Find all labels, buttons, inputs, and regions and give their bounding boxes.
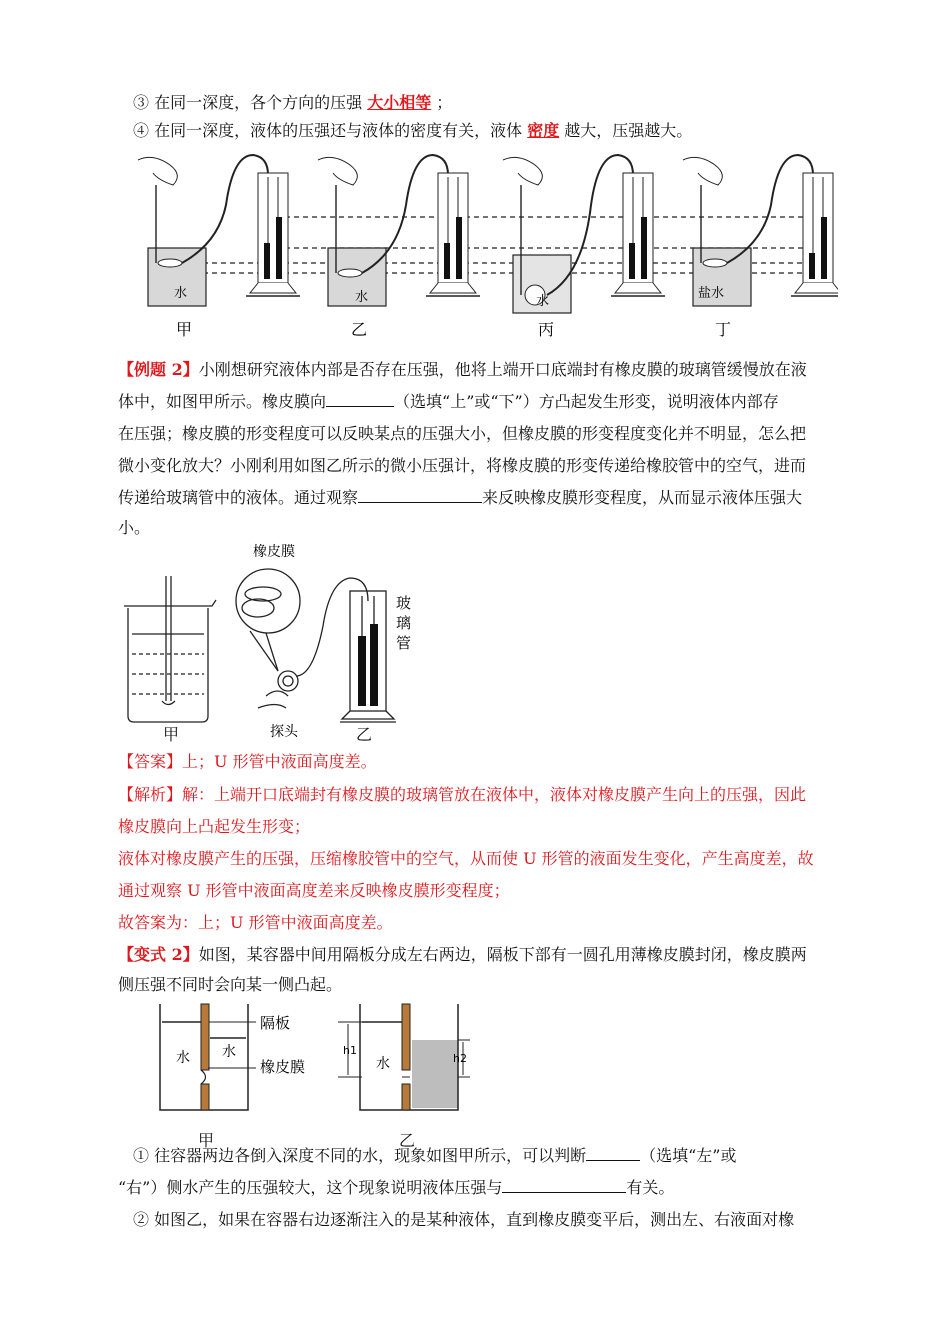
- variant2-line2: 侧压强不同时会向某一侧凸起。: [118, 975, 343, 994]
- liquid-jia: 水: [174, 286, 188, 301]
- gauge-setup-1: [138, 155, 300, 306]
- liquid-yi: 水: [355, 290, 369, 305]
- item-3: ③ 在同一深度，各个方向的压强 大小相等 ；: [133, 93, 453, 112]
- figure2-caption-jia: 甲: [163, 725, 180, 744]
- example2-line1: 【例题 2】小刚想研究液体内部是否存在压强，他将上端开口底端封有橡皮膜的玻璃管缓慢放在液: [118, 360, 807, 379]
- figure-pressure-gauges: [118, 145, 838, 345]
- figure3-caption-yi: 乙: [399, 1131, 416, 1150]
- partition-label: 隔板: [260, 1014, 291, 1032]
- glass-tube-label-2: 璃: [396, 614, 412, 632]
- variant2-line1: 【变式 2】如图，某容器中间用隔板分成左右两边，隔板下部有一圆孔用薄橡皮膜封闭，橡皮膜两: [118, 945, 807, 964]
- water-left-a: 水: [176, 1050, 190, 1066]
- figure-beaker-and-gauge: [118, 536, 418, 746]
- example2-line2: 体中，如图甲所示。橡皮膜向 （选填“上”或“下”）方凸起发生形变，说明液体内部存: [118, 392, 779, 411]
- h1-label: h1: [343, 1044, 357, 1057]
- label-yi: 乙: [351, 320, 368, 339]
- glass-tube-label-3: 管: [396, 634, 412, 652]
- answer-line: 【答案】上；U 形管中液面高度差。: [118, 752, 377, 771]
- analysis-line3: 液体对橡皮膜产生的压强，压缩橡胶管中的空气，从而使 U 形管的液面发生变化，产生高度差，故: [118, 849, 814, 868]
- figure3-caption-jia: 甲: [198, 1131, 215, 1150]
- water-right-a: 水: [222, 1044, 236, 1060]
- question1-line1: ① 往容器两边各倒入深度不同的水，现象如图甲所示，可以判断 （选填“左”或: [133, 1146, 737, 1165]
- analysis-line1: 【解析】解：上端开口底端封有橡皮膜的玻璃管放在液体中，液体对橡皮膜产生向上的压强，因此: [118, 785, 807, 804]
- variant2-tag: 【变式 2】: [118, 945, 199, 964]
- label-ding: 丁: [715, 320, 732, 339]
- gauge-setup-4: [683, 155, 838, 306]
- analysis-line5: 故答案为：上；U 形管中液面高度差。: [118, 913, 393, 932]
- membrane-label-b: 橡皮膜: [260, 1058, 306, 1076]
- item-4: ④ 在同一深度，液体的压强还与液体的密度有关，液体 密度 越大，压强越大。: [133, 121, 693, 140]
- blank-observe[interactable]: [358, 488, 482, 503]
- glass-tube-label-1: 玻: [396, 594, 412, 612]
- h2-label: h2: [453, 1052, 467, 1065]
- answer-item-3: 大小相等: [367, 93, 432, 112]
- analysis-line4: 通过观察 U 形管中液面高度差来反映橡皮膜形变程度；: [118, 881, 510, 900]
- blank-factor[interactable]: [502, 1178, 626, 1193]
- figure2-caption-yi: 乙: [356, 725, 373, 744]
- probe-label: 探头: [270, 724, 298, 740]
- example2-line3: 在压强；橡皮膜的形变程度可以反映某点的压强大小，但橡皮膜的形变程度变化并不明显，怎么把: [118, 424, 807, 443]
- question1-line2: “右”）侧水产生的压强较大，这个现象说明液体压强与 有关。: [118, 1178, 675, 1197]
- membrane-label: 橡皮膜: [253, 544, 295, 560]
- example2-line6: 小。: [118, 518, 151, 537]
- water-b: 水: [376, 1056, 390, 1072]
- blank-side[interactable]: [586, 1146, 640, 1161]
- analysis-line2: 橡皮膜向上凸起发生形变；: [118, 817, 311, 836]
- example2-tag: 【例题 2】: [118, 360, 199, 379]
- label-jia: 甲: [176, 320, 193, 339]
- gauge-setup-3: [503, 155, 665, 313]
- example2-line5: 传递给玻璃管中的液体。通过观察 来反映橡皮膜形变程度，从而显示液体压强大: [118, 488, 803, 507]
- question2-line1: ② 如图乙，如果在容器右边逐渐注入的是某种液体，直到橡皮膜变平后，测出左、右液面对橡: [133, 1210, 795, 1229]
- liquid-bing: 水: [536, 294, 550, 309]
- liquid-ding: 盐水: [698, 286, 725, 301]
- example2-line4: 微小变化放大？小刚利用如图乙所示的微小压强计，将橡皮膜的形变传递给橡胶管中的空气，进而: [118, 456, 807, 475]
- gauge-setup-2: [318, 155, 480, 306]
- figure-partition-container: [150, 996, 480, 1146]
- blank-direction[interactable]: [326, 392, 394, 407]
- answer-item-4: 密度: [527, 121, 560, 140]
- label-bing: 丙: [538, 320, 555, 339]
